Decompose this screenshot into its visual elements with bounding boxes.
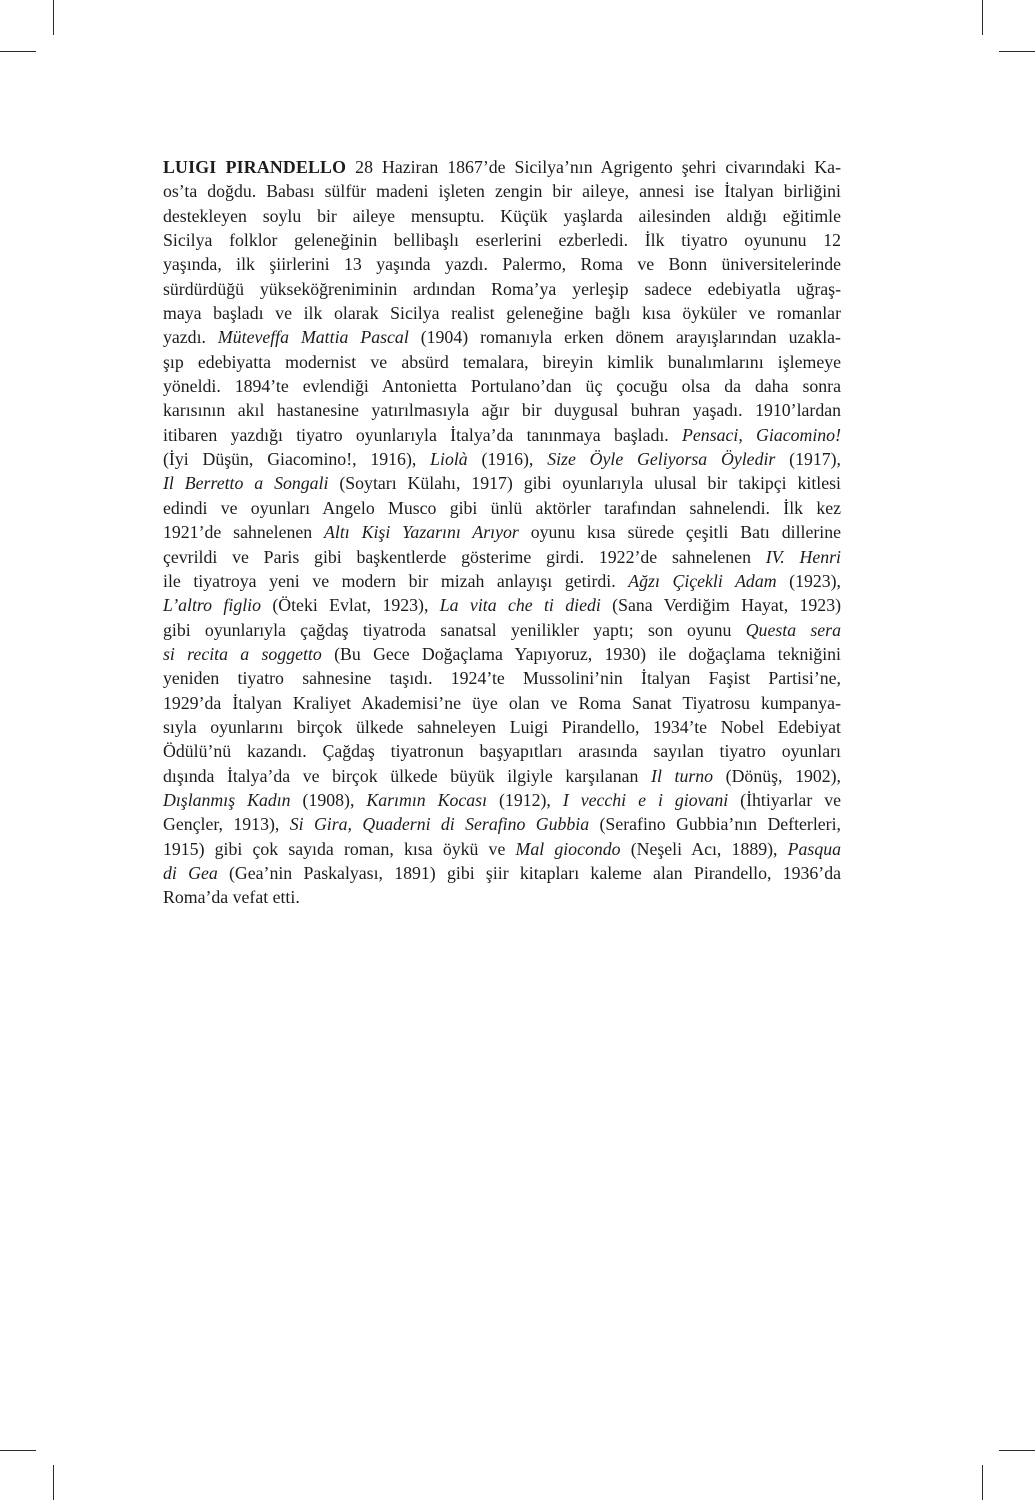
text-line: [163, 179, 841, 203]
text-run: oyunu kısa sürede çeşitli Batı dillerine: [518, 522, 841, 543]
work-title: Ağzı Çiçekli Adam: [628, 570, 777, 591]
text-line: [163, 569, 841, 593]
text-run: (Soytarı Külahı, 1917) gibi oyunlarıyla ulusal bir takipçi kitlesi: [328, 473, 841, 494]
text-run: 1929’da İtalyan Kraliyet Akademisi’ne üye olan ve Roma Sanat Tiyatrosu kumpanya-: [163, 692, 841, 713]
crop-mark-bottom-right-horizontal: [999, 1450, 1035, 1451]
work-title: Si Gira, Quaderni di Serafino Gubbia: [289, 814, 590, 835]
text-run: edindi ve oyunları Angelo Musco gibi ünlü aktörler tarafından sahnelendi. İlk kez: [163, 497, 841, 518]
work-title: I vecchi e i giovani: [562, 789, 729, 810]
crop-mark-top-left-horizontal: [0, 51, 36, 52]
crop-mark-top-left-vertical: [53, 0, 54, 35]
work-title: Il turno: [651, 765, 714, 786]
text-run: 1915) gibi çok sayıda roman, kısa öykü ve: [163, 838, 516, 859]
text-run: (Dönüş, 1902),: [713, 765, 842, 786]
work-title: Mal giocondo: [515, 838, 621, 859]
work-title: Questa sera: [745, 619, 841, 640]
text-line: [163, 691, 841, 715]
text-line: [163, 520, 841, 544]
work-title: Karımın Kocası: [366, 789, 488, 810]
text-line: [163, 277, 841, 301]
crop-mark-bottom-left-vertical: [53, 1465, 54, 1500]
crop-mark-bottom-right-vertical: [982, 1465, 983, 1500]
text-run: dışında İtalya’da ve birçok ülkede büyük ilgiyle karşılanan: [163, 765, 652, 786]
work-title: IV. Henri: [765, 546, 841, 567]
text-run: çevrildi ve Paris gibi başkentlerde gösterime girdi. 1922’de sahnelenen: [163, 546, 766, 567]
text-run: Roma’da vefat etti.: [163, 887, 300, 908]
text-line: [163, 788, 841, 812]
work-title: Size Öyle Geliyorsa Öyledir: [547, 449, 776, 470]
text-run: (1923),: [776, 570, 841, 591]
text-run: (Öteki Evlat, 1923),: [260, 595, 440, 616]
text-run: maya başladı ve ilk olarak Sicilya realist geleneğine bağlı kısa öyküler ve romanlar: [163, 303, 841, 324]
text-run: ile tiyatroya yeni ve modern bir mizah anlayışı getirdi.: [163, 570, 629, 591]
text-run: yeniden tiyatro sahnesine taşıdı. 1924’te Mussolini’nin İtalyan Faşist Partisi’ne,: [163, 668, 841, 689]
text-run: (Neşeli Acı, 1889),: [620, 838, 788, 859]
text-line: [163, 715, 841, 739]
text-run: os’ta doğdu. Babası sülfür madeni işleten zengin bir aileye, annesi ise İtalyan birliğini: [163, 181, 841, 202]
text-line: [163, 350, 841, 374]
text-line: [163, 812, 841, 836]
text-line: [163, 739, 841, 763]
text-line: [163, 642, 841, 666]
text-line: [163, 204, 841, 228]
text-line: [163, 374, 841, 398]
work-title: di Gea: [163, 862, 218, 883]
text-run: (İhtiyarlar ve: [728, 789, 841, 810]
text-run: Ödülü’nü kazandı. Çağdaş tiyatronun başyapıtları arasında sayılan tiyatro oyunları: [163, 741, 841, 762]
text-line: [163, 764, 841, 788]
text-line: [163, 252, 841, 276]
work-title: L’altro figlio: [163, 595, 261, 616]
text-run: (Gea’nin Paskalyası, 1891) gibi şiir kitapları kaleme alan Pirandello, 1936’da: [217, 862, 841, 883]
text-run: sıyla oyunlarını birçok ülkede sahneleyen Luigi Pirandello, 1934’te Nobel Edebiyat: [163, 716, 841, 737]
text-run: sürdürdüğü yükseköğreniminin ardından Roma’ya yerleşip sadece edebiyatla uğraş-: [163, 278, 841, 299]
work-title: Liolà: [430, 449, 468, 470]
text-line: [163, 545, 841, 569]
text-run: (Sana Verdiğim Hayat, 1923): [600, 595, 842, 616]
text-line: [163, 423, 841, 447]
text-line: [163, 447, 841, 471]
text-line: [163, 861, 841, 885]
text-run: 28 Haziran 1867’de Sicilya’nın Agrigento şehri civarındaki Ka-: [346, 157, 841, 177]
text-run: (1904) romanıyla erken dönem arayışlarından uzakla-: [408, 327, 841, 348]
crop-mark-top-right-horizontal: [999, 51, 1035, 52]
text-run: (1908),: [290, 789, 367, 810]
text-run: 1921’de sahnelenen: [163, 522, 325, 543]
work-title: si recita a soggetto: [163, 643, 322, 664]
text-line: [163, 325, 841, 349]
text-run: şıp edebiyatta modernist ve absürd temalara, bireyin kimlik bunalımlarını işlemeye: [163, 351, 841, 372]
text-run: gibi oyunlarıyla çağdaş tiyatroda sanatsal yenilikler yaptı; son oyunu: [163, 619, 746, 640]
text-line: [163, 885, 841, 909]
text-line: [163, 228, 841, 252]
text-run: (1917),: [775, 449, 841, 470]
text-run: (İyi Düşün, Giacomino!, 1916),: [163, 449, 431, 470]
crop-mark-top-right-vertical: [982, 0, 983, 35]
text-run: yazdı.: [163, 327, 218, 348]
work-title: Altı Kişi Yazarını Arıyor: [324, 522, 519, 543]
text-run: (Bu Gece Doğaçlama Yapıyoruz, 1930) ile doğaçlama tekniğini: [321, 643, 841, 664]
work-title: Dışlanmış Kadın: [163, 789, 291, 810]
text-run: destekleyen soylu bir aileye mensuptu. Küçük yaşlarda ailesinden aldığı eğitimle: [163, 205, 841, 226]
text-line: [163, 496, 841, 520]
text-line: [163, 593, 841, 617]
work-title: Pasqua: [787, 838, 841, 859]
text-run: itibaren yazdığı tiyatro oyunlarıyla İtalya’da tanınmaya başladı.: [163, 424, 683, 445]
text-line: [163, 398, 841, 422]
crop-mark-bottom-left-horizontal: [0, 1450, 36, 1451]
text-run: (1916),: [467, 449, 548, 470]
work-title: Il Berretto a Songali: [163, 473, 329, 494]
text-line: [163, 666, 841, 690]
text-run: Sicilya folklor geleneğinin bellibaşlı eserlerini ezberledi. İlk tiyatro oyununu 12: [163, 230, 841, 251]
work-title: La vita che ti diedi: [439, 595, 601, 616]
text-line: [163, 301, 841, 325]
author-name: LUIGI PIRANDELLO: [163, 157, 347, 177]
text-run: yöneldi. 1894’te evlendiği Antonietta Portulano’dan üç çocuğu olsa da daha sonra: [163, 376, 841, 397]
work-title: Müteveffa Mattia Pascal: [217, 327, 409, 348]
text-line: [163, 837, 841, 861]
text-line: [163, 471, 841, 495]
author-biography: [163, 155, 841, 910]
text-run: karısının akıl hastanesine yatırılmasıyla ağır bir duygusal buhran yaşadı. 1910’lardan: [163, 400, 841, 421]
text-line: [163, 155, 841, 179]
text-run: (Serafino Gubbia’nın Defterleri,: [589, 814, 841, 835]
work-title: Pensaci, Giacomino!: [682, 424, 841, 445]
text-run: (1912),: [487, 789, 563, 810]
text-run: yaşında, ilk şiirlerini 13 yaşında yazdı. Palermo, Roma ve Bonn üniversitelerinde: [163, 254, 841, 275]
text-line: [163, 618, 841, 642]
text-run: Gençler, 1913),: [163, 814, 290, 835]
